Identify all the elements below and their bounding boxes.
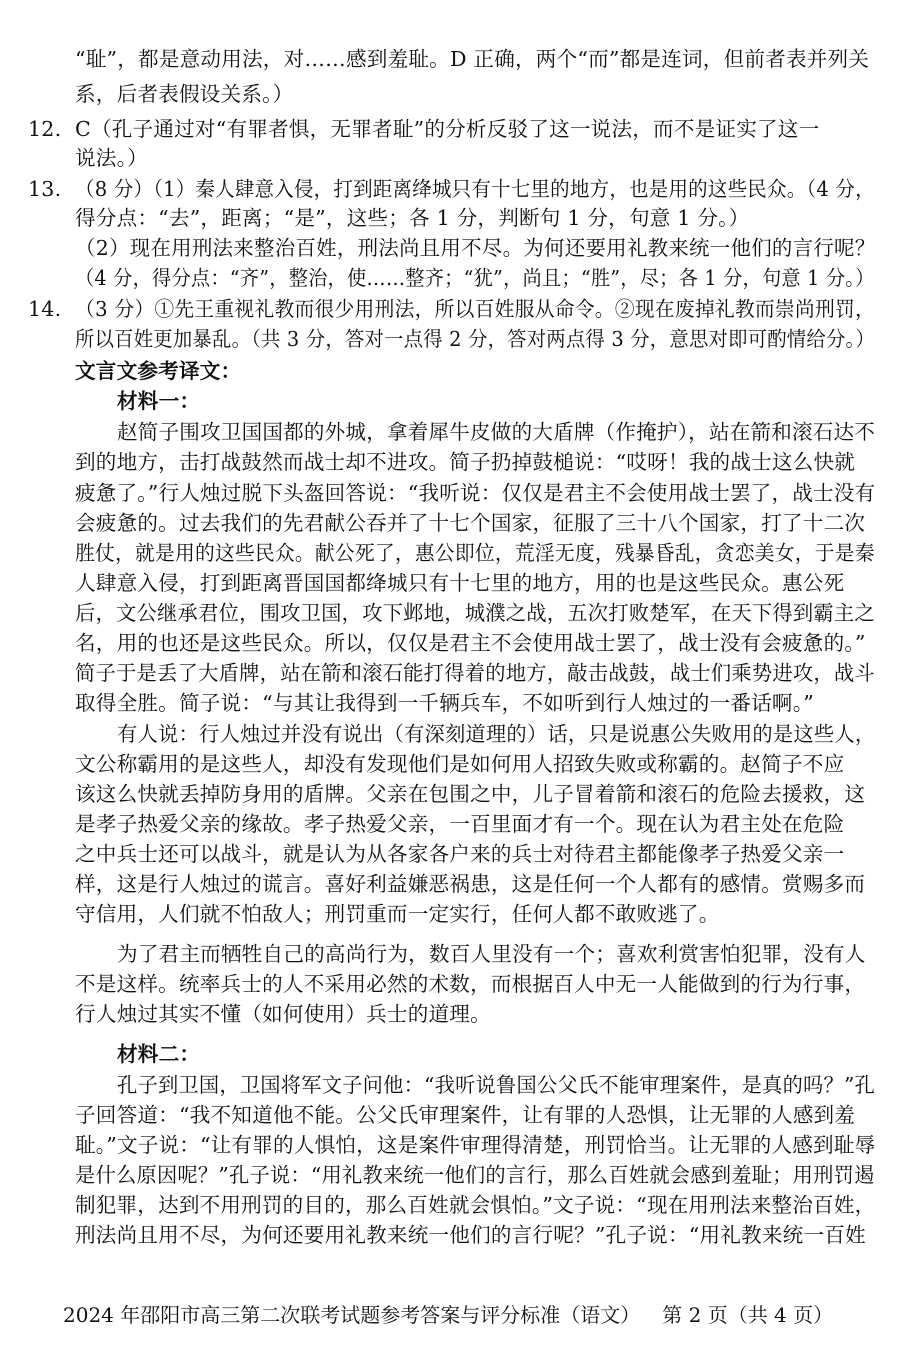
material2-heading-line	[0, 1038, 900, 1070]
paragraph-line: 样，这是行人烛过的谎言。喜好利益嫌恶祸患，这是任何一个人都有的感情。赏赐多而	[75, 872, 866, 896]
answer-line: （8 分）（1）秦人肆意入侵，打到距离绛城只有十七里的地方，也是用的这些民众。（4 分，	[75, 177, 875, 201]
text-line	[0, 898, 900, 930]
text-line	[0, 748, 900, 780]
paragraph-line: 子回答道：“我不知道他不能。公父氏审理案件，让有罪的人恐惧，让无罪的人感到羞	[75, 1103, 856, 1127]
page-number: 第 2 页（共 4 页）	[662, 1303, 834, 1327]
footer-title: 2024 年邵阳市高三第二次联考试题参考答案与评分标准（语文）	[63, 1303, 641, 1327]
text-line	[0, 567, 900, 599]
text-line	[0, 537, 900, 569]
answer-number: 12.	[28, 117, 62, 141]
paragraph-line: 会疲惫的。过去我们的先君献公吞并了十七个国家，征服了三十八个国家，打了十二次	[75, 511, 866, 535]
answer-line: 说法。）	[75, 146, 148, 170]
text-line	[0, 202, 900, 234]
text-line	[0, 323, 900, 355]
paragraph-line: 取得全胜。简子说：“与其让我得到一千辆兵车，不如听到行人烛过的一番话啊。”	[75, 691, 814, 715]
paragraph-line: 赵简子围攻卫国国都的外城，拿着犀牛皮做的大盾牌（作掩护），站在箭和滚石达不	[117, 420, 876, 444]
text-line	[0, 1099, 900, 1131]
text-line	[0, 416, 900, 448]
answer-line: C（孔子通过对“有罪者惧，无罪者耻”的分析反驳了这一说法，而不是证实了这一	[75, 117, 820, 141]
paragraph-line: 简子于是丢了大盾牌，站在箭和滚石能打得着的地方，敲击战鼓，战士们乘势进攻，战斗	[75, 661, 875, 685]
text-line	[0, 43, 900, 75]
text-line	[0, 1069, 900, 1101]
paragraph-line: 是孝子热爱父亲的缘故。孝子热爱父亲，一百里面才有一个。现在认为君主处在危险	[75, 812, 845, 836]
text-line	[0, 968, 900, 1000]
paragraph-line: 该这么快就丢掉防身用的盾牌。父亲在包围之中，儿子冒着箭和滚石的危险去援救，这	[75, 782, 866, 806]
text-line	[0, 507, 900, 539]
text-line	[0, 808, 900, 840]
text-line	[0, 78, 900, 110]
section-heading-line	[0, 355, 900, 387]
answer-line: （3 分）①先王重视礼教而很少用刑法，所以百姓服从命令。②现在废掉礼教而崇尚刑罚，	[75, 297, 876, 321]
paragraph-line: 有人说：行人烛过并没有说出（有深刻道理的）话，只是说惠公失败用的是这些人，	[117, 722, 876, 746]
text-line	[0, 778, 900, 810]
material1-heading: 材料一：	[117, 389, 201, 413]
paragraph-line: 是什么原因呢？”孔子说：“用礼教来统一他们的言行，那么百姓就会感到羞耻；用刑罚遏	[75, 1163, 875, 1187]
text-line	[0, 477, 900, 509]
paragraph-line: 耻。”文子说：“让有罪的人惧怕，这是案件审理得清楚，刑罚恰当。让无罪的人感到耻辱	[75, 1133, 876, 1157]
paragraph-line: 不是这样。统率兵士的人不采用必然的术数，而根据百人中无一人能做到的行为行事，	[75, 972, 866, 996]
text-line	[0, 1129, 900, 1161]
paragraph-line: 胜仗，就是用的这些民众。献公死了，惠公即位，荒淫无度，残暴昏乱，贪恋美女，于是秦	[75, 541, 875, 565]
paragraph-line: 人肆意入侵，打到距离晋国国都绛城只有十七里的地方，用的也是这些民众。惠公死	[75, 571, 845, 595]
paragraph-line: 之中兵士还可以战斗，就是认为从各家各户来的兵士对待君主都能像孝子热爱父亲一	[75, 842, 845, 866]
paragraph-line: 文公称霸用的是这些人，却没有发现他们是如何用人招致失败或称霸的。赵简子不应	[75, 752, 845, 776]
paragraph-line: 刑法尚且用不尽，为何还要用礼教来统一他们的言行呢？”孔子说：“用礼教来统一百姓	[75, 1223, 866, 1247]
paragraph-line: 行人烛过其实不懂（如何使用）兵士的道理。	[75, 1002, 491, 1026]
text-line	[0, 657, 900, 689]
paragraph-line: 后，文公继承君位，围攻卫国，攻下邺地，城濮之战，五次打败楚军，在天下得到霸主之	[75, 601, 875, 625]
paragraph-line: 到的地方，击打战鼓然而战士却不进攻。简子扔掉鼓槌说：“哎呀！我的战士这么快就	[75, 450, 856, 474]
text-line	[0, 687, 900, 719]
continuation-line: 系，后者表假设关系。）	[75, 82, 294, 106]
answer-number: 14.	[28, 297, 62, 321]
paragraph-line: 为了君主而牺牲自己的高尚行为，数百人里没有一个；喜欢利赏害怕犯罪，没有人	[117, 942, 866, 966]
text-line	[0, 627, 900, 659]
text-line	[0, 1189, 900, 1221]
text-line	[0, 232, 900, 264]
text-line	[0, 718, 900, 750]
text-line	[0, 1159, 900, 1191]
paragraph-line: 名，用的也还是这些民众。所以，仅仅是君主不会使用战士罢了，战士没有会疲惫的。”	[75, 631, 866, 655]
text-line	[0, 597, 900, 629]
text-line	[0, 868, 900, 900]
answer-14	[0, 293, 900, 325]
answer-line: （2）现在用刑法来整治百姓，刑法尚且用不尽。为何还要用礼教来统一他们的言行呢？	[75, 236, 876, 260]
text-line	[0, 446, 900, 478]
paragraph-line: 疲惫了。”行人烛过脱下头盔回答说：“我听说：仅仅是君主不会使用战士罢了，战士没有	[75, 481, 876, 505]
translation-heading: 文言文参考译文：	[75, 359, 242, 383]
material2-heading: 材料二：	[117, 1042, 201, 1066]
answer-13	[0, 173, 900, 205]
paragraph-line: 守信用，人们就不怕敌人；刑罚重而一定实行，任何人都不敢败逃了。	[75, 902, 720, 926]
text-line	[0, 142, 900, 174]
material1-heading-line	[0, 385, 900, 417]
text-line	[0, 938, 900, 970]
answer-12	[0, 113, 900, 145]
text-line	[0, 998, 900, 1030]
paragraph-line: 制犯罪，达到不用刑罚的目的，那么百姓就会惧怕。”文子说：“现在用刑法来整治百姓，	[75, 1193, 876, 1217]
continuation-line: “耻”，都是意动用法，对……感到羞耻。D 正确，两个“而”都是连词，但前者表并列关	[75, 47, 870, 71]
answer-line: 得分点：“去”，距离；“是”，这些；各 1 分，判断句 1 分，句意 1 分。）	[75, 206, 750, 230]
text-line	[0, 1219, 900, 1251]
page-footer	[63, 1300, 855, 1330]
paragraph-line: 孔子到卫国，卫国将军文子问他：“我听说鲁国公父氏不能审理案件，是真的吗？”孔	[117, 1073, 876, 1097]
answer-line: （4 分，得分点：“齐”，整治，使……整齐；“犹”，尚且；“胜”，尽；各 1 分，句意 1 分。）	[75, 266, 875, 290]
text-line	[0, 262, 900, 294]
answer-number: 13.	[28, 177, 62, 201]
text-line	[0, 838, 900, 870]
answer-line: 所以百姓更加暴乱。（共 3 分，答对一点得 2 分，答对两点得 3 分，意思对即可酌情给分。）	[75, 327, 875, 351]
